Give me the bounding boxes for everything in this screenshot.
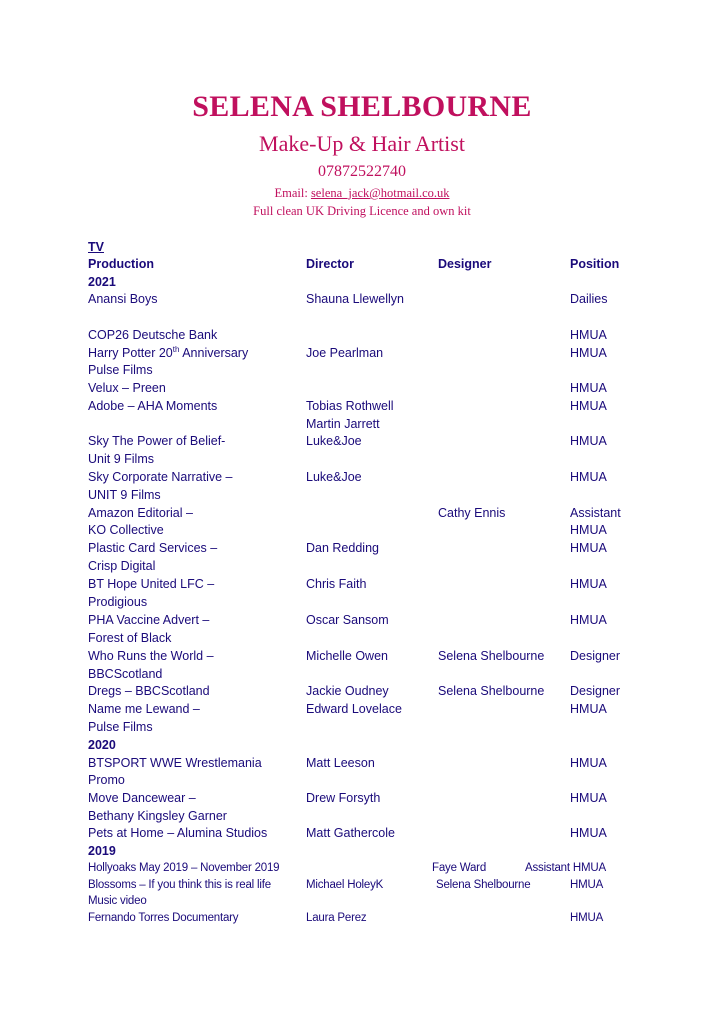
table-row	[0, 611, 724, 629]
production-cell: Dregs – BBCScotland	[88, 684, 210, 698]
production-cell: Hollyoaks May 2019 – November 2019	[88, 862, 280, 874]
position-cell: HMUA	[570, 577, 607, 591]
director-cell: Laura Perez	[306, 912, 367, 924]
director-cell: Luke&Joe	[306, 434, 362, 448]
position-cell: HMUA	[570, 826, 607, 840]
table-row	[0, 789, 724, 807]
director-cell: Oscar Sansom	[306, 613, 389, 627]
year-label: 2019	[88, 844, 116, 858]
table-row-continued	[0, 361, 724, 379]
production-cell: Who Runs the World –	[88, 649, 214, 663]
header-position: Position	[570, 257, 620, 271]
table-row	[0, 575, 724, 593]
director-cell: Edward Lovelace	[306, 702, 402, 716]
table-row	[0, 468, 724, 486]
position-cell: Assistant HMUA	[525, 862, 606, 874]
production-cell: Bethany Kingsley Garner	[88, 809, 227, 823]
table-row-continued	[0, 807, 724, 825]
designer-cell: Selena Shelbourne	[436, 879, 531, 891]
director-cell: Jackie Oudney	[306, 684, 389, 698]
production-cell: UNIT 9 Films	[88, 488, 161, 502]
production-cell: Fernando Torres Documentary	[88, 912, 239, 924]
designer-cell: Selena Shelbourne	[438, 684, 545, 698]
position-cell: HMUA	[570, 879, 604, 891]
production-cell: Plastic Card Services –	[88, 541, 218, 555]
section-heading	[0, 238, 724, 256]
table-row	[0, 647, 724, 665]
designer-cell: Selena Shelbourne	[438, 649, 545, 663]
table-row	[0, 700, 724, 718]
table-row-continued	[0, 718, 724, 736]
position-cell: HMUA	[570, 756, 607, 770]
column-headers	[0, 255, 724, 273]
production-cell: Name me Lewand –	[88, 702, 200, 716]
position-cell: HMUA	[570, 328, 607, 342]
year-heading	[0, 273, 724, 291]
production-cell: Forest of Black	[88, 631, 172, 645]
director-cell: Chris Faith	[306, 577, 367, 591]
year-label: 2020	[88, 738, 116, 752]
director-cell: Drew Forsyth	[306, 791, 381, 805]
email-link[interactable]: selena_jack@hotmail.co.uk	[310, 186, 450, 200]
cv-job-title: Make-Up & Hair Artist	[259, 131, 465, 156]
production-cell: Blossoms – If you think this is real life	[88, 879, 271, 891]
position-cell: Designer	[570, 649, 621, 663]
production-cell: Pulse Films	[88, 720, 153, 734]
director-cell: Joe Pearlman	[306, 346, 384, 360]
production-cell: Prodigious	[88, 595, 148, 609]
production-cell: PHA Vaccine Advert –	[88, 613, 210, 627]
year-heading	[0, 842, 724, 860]
position-cell: HMUA	[570, 702, 607, 716]
table-row-continued	[0, 665, 724, 683]
production-cell: BT Hope United LFC –	[88, 577, 215, 591]
header-designer: Designer	[438, 257, 492, 271]
designer-cell: Cathy Ennis	[438, 506, 506, 520]
position-cell: HMUA	[570, 346, 607, 360]
table-row-continued	[0, 557, 724, 575]
position-cell: HMUA	[570, 399, 607, 413]
director-cell: Tobias Rothwell	[306, 399, 394, 413]
director-cell: Dan Redding	[306, 541, 379, 555]
production-cell	[88, 344, 248, 362]
table-row	[0, 909, 724, 927]
production-text: Anniversary	[179, 346, 249, 360]
position-cell: HMUA	[570, 613, 607, 627]
table-row	[0, 326, 724, 344]
table-row-continued	[0, 486, 724, 504]
ordinal-suffix: th	[172, 344, 180, 354]
production-cell: Amazon Editorial –	[88, 506, 193, 520]
table-row-continued	[0, 415, 724, 433]
table-row	[0, 682, 724, 700]
position-cell: HMUA	[570, 381, 607, 395]
production-cell: Move Dancewear –	[88, 791, 196, 805]
table-row-continued	[0, 629, 724, 647]
cv-name: SELENA SHELBOURNE	[192, 90, 532, 123]
production-cell: Anansi Boys	[88, 292, 158, 306]
table-row	[0, 344, 724, 362]
director-cell: Shauna Llewellyn	[306, 292, 404, 306]
table-row-continued	[0, 771, 724, 789]
position-cell: HMUA	[570, 541, 607, 555]
position-cell: HMUA	[570, 434, 607, 448]
designer-cell: Faye Ward	[432, 862, 487, 874]
production-cell: Pulse Films	[88, 363, 153, 377]
production-cell: BTSPORT WWE Wrestlemania	[88, 756, 262, 770]
header-production: Production	[88, 257, 154, 271]
table-row	[0, 859, 724, 877]
year-label: 2021	[88, 275, 116, 289]
table-row	[0, 539, 724, 557]
year-heading	[0, 736, 724, 754]
table-row	[0, 379, 724, 397]
production-cell: Promo	[88, 773, 125, 787]
section-title: TV	[88, 240, 104, 254]
position-cell: HMUA	[570, 791, 607, 805]
director-cell: Matt Gathercole	[306, 826, 395, 840]
director-cell: Luke&Joe	[306, 470, 362, 484]
email-label: Email:	[274, 186, 311, 200]
table-row-continued	[0, 450, 724, 468]
position-cell: HMUA	[570, 912, 604, 924]
position-cell: Designer	[570, 684, 621, 698]
table-row-continued	[0, 593, 724, 611]
header-director: Director	[306, 257, 354, 271]
production-cell: Sky Corporate Narrative –	[88, 470, 233, 484]
position-cell: HMUA	[570, 523, 607, 537]
production-cell: Unit 9 Films	[88, 452, 154, 466]
director-cell: Michelle Owen	[306, 649, 388, 663]
table-row	[0, 504, 724, 522]
director-cell: Michael HoleyK	[306, 879, 384, 891]
production-cell: Adobe – AHA Moments	[88, 399, 218, 413]
phone-number: 07872522740	[318, 163, 406, 180]
table-row	[0, 397, 724, 415]
email-line	[0, 186, 724, 201]
licence-line: Full clean UK Driving Licence and own kit	[253, 204, 471, 218]
production-text: Harry Potter 20	[88, 346, 173, 360]
table-row-continued	[0, 521, 724, 539]
position-cell: Dailies	[570, 292, 608, 306]
table-row	[0, 432, 724, 450]
table-row-continued	[0, 892, 724, 910]
production-cell: Pets at Home – Alumina Studios	[88, 826, 268, 840]
director-cell: Martin Jarrett	[306, 417, 380, 431]
production-cell: KO Collective	[88, 523, 164, 537]
position-cell: HMUA	[570, 470, 607, 484]
production-cell: COP26 Deutsche Bank	[88, 328, 218, 342]
production-cell: Crisp Digital	[88, 559, 156, 573]
table-row	[0, 290, 724, 308]
production-cell: Sky The Power of Belief-	[88, 434, 226, 448]
production-cell: BBCScotland	[88, 667, 163, 681]
position-cell: Assistant	[570, 506, 621, 520]
production-cell: Music video	[88, 895, 147, 907]
table-row	[0, 754, 724, 772]
table-row	[0, 824, 724, 842]
production-cell: Velux – Preen	[88, 381, 166, 395]
director-cell: Matt Leeson	[306, 756, 375, 770]
